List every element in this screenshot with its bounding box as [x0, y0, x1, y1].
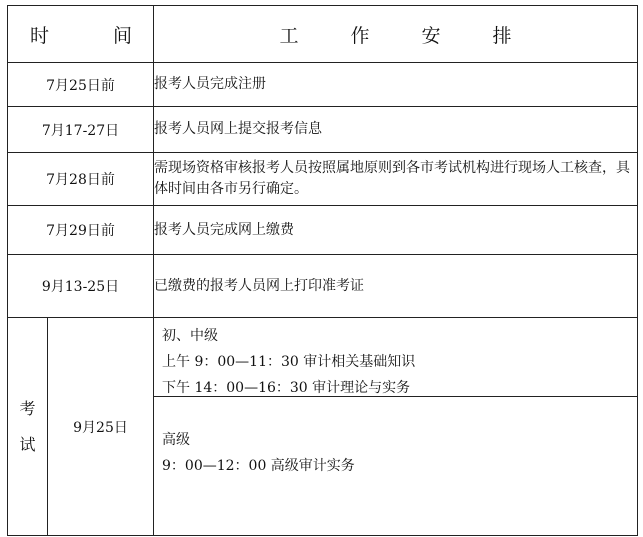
header-work-char: 工 — [279, 24, 299, 47]
table-row — [8, 206, 638, 255]
row-desc: 需现场资格审核报考人员按照属地原则到各市考试机构进行现场人工核查，具体时间由各市另行确定。 — [154, 153, 638, 206]
table-row — [8, 255, 638, 318]
header-time-char2: 间 — [113, 24, 133, 47]
header-row — [8, 6, 638, 63]
exam-label-char1: 考 — [19, 398, 36, 418]
row-date: 7月25日前 — [8, 63, 154, 107]
schedule-table — [7, 5, 638, 536]
exam-junior-mid — [154, 318, 637, 397]
header-work-char: 作 — [350, 24, 370, 47]
header-work-char: 排 — [492, 24, 512, 47]
row-date: 9月13-25日 — [8, 255, 154, 318]
exam-level-senior: 高级 — [162, 432, 190, 448]
exam-date: 9月25日 — [48, 318, 154, 536]
row-desc: 已缴费的报考人员网上打印准考证 — [154, 255, 638, 318]
row-desc: 报考人员网上提交报考信息 — [154, 107, 638, 153]
row-desc: 报考人员完成注册 — [154, 63, 638, 107]
exam-row — [8, 318, 638, 536]
exam-level-junior-mid: 初、中级 — [162, 328, 218, 344]
row-desc: 报考人员完成网上缴费 — [154, 206, 638, 255]
table-row — [8, 107, 638, 153]
header-time-char1: 时 — [29, 24, 49, 47]
table-row — [8, 153, 638, 206]
exam-morning-session: 上午 9：00—11：30 审计相关基础知识 — [162, 354, 416, 370]
exam-senior-session: 9：00—12：00 高级审计实务 — [162, 458, 355, 474]
header-time — [8, 6, 154, 63]
table-row — [8, 63, 638, 107]
row-date: 7月17-27日 — [8, 107, 154, 153]
row-date: 7月28日前 — [8, 153, 154, 206]
row-date: 7月29日前 — [8, 206, 154, 255]
header-work-char: 安 — [421, 24, 441, 47]
exam-senior — [154, 397, 637, 535]
exam-afternoon-session: 下午 14：00—16：30 审计理论与实务 — [162, 380, 411, 396]
exam-label-char2: 试 — [19, 434, 36, 454]
exam-sessions — [154, 318, 638, 536]
exam-label — [8, 318, 48, 536]
header-work — [154, 6, 638, 63]
